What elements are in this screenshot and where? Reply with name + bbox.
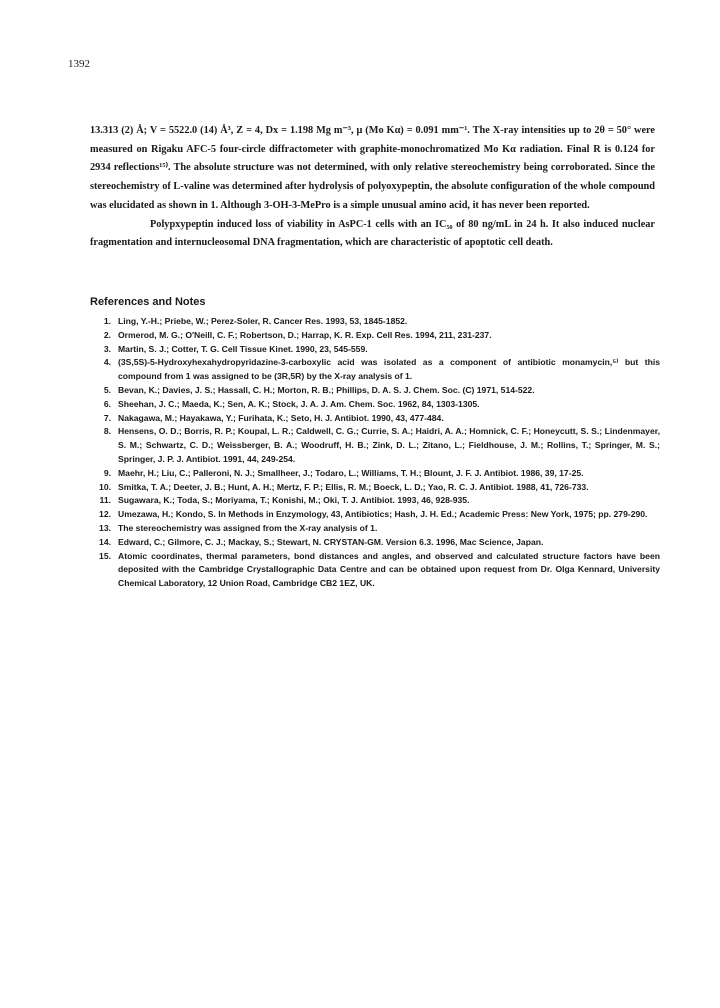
reference-number: 7. xyxy=(103,412,111,423)
reference-text: The stereochemistry was assigned from the X-ray analysis of 1. xyxy=(118,522,378,533)
reference-item xyxy=(90,384,660,398)
reference-item xyxy=(90,522,660,536)
body-text xyxy=(90,122,655,253)
reference-text: Atomic coordinates, thermal parameters, bond distances and angles, and observed and calculated structure factors have been deposited with the Cambridge Crystallographic Data Centre and can be obtained upon request from Dr. Olga Kennard, University Chemical Laboratory, 12 Union Road, Cambridge CB2 1EZ, UK. xyxy=(118,550,660,589)
reference-text: Martin, S. J.; Cotter, T. G. Cell Tissue Kinet. 1990, 23, 545-559. xyxy=(118,343,368,354)
reference-item xyxy=(90,398,660,412)
reference-item xyxy=(90,494,660,508)
reference-text: Ormerod, M. G.; O'Neill, C. F.; Robertson, D.; Harrap, K. R. Exp. Cell Res. 1994, 211, 231-237. xyxy=(118,329,492,340)
reference-item xyxy=(90,467,660,481)
reference-text: Sheehan, J. C.; Maeda, K.; Sen, A. K.; Stock, J. A. J. Am. Chem. Soc. 1962, 84, 1303-1305. xyxy=(118,398,480,409)
reference-item xyxy=(90,536,660,550)
reference-text: Edward, C.; Gilmore, C. J.; Mackay, S.; Stewart, N. CRYSTAN-GM. Version 6.3. 1996, Mac Science, Japan. xyxy=(118,536,544,547)
reference-number: 3. xyxy=(103,343,111,354)
reference-number: 2. xyxy=(103,329,111,340)
reference-text: Ling, Y.-H.; Priebe, W.; Perez-Soler, R. Cancer Res. 1993, 53, 1845-1852. xyxy=(118,316,408,326)
reference-item xyxy=(90,412,660,426)
page-number: 1392 xyxy=(68,58,90,70)
reference-number: 10. xyxy=(99,481,111,492)
reference-text: (3S,5S)-5-Hydroxyhexahydropyridazine-3-carboxylic acid was isolated as a component of antibiotic monamycin,⁵⁾ but this compound from 1 was assigned to be (3R,5R) by the X-ray analysis of 1. xyxy=(118,357,660,382)
reference-text: Hensens, O. D.; Borris, R. P.; Koupal, L. R.; Caldwell, C. G.; Currie, S. A.; Haidri, A. A.; Homnick, C. F.; Honeycutt, S. S.; Lindenmayer, S. M.; Schwartz, C. D.; Weissberger, B. A.; Woodruff, H. B.; Zink, D. L.; Zitano, L.; Fieldhouse, J. M.; Rollins, T.; Springer, M. S.; Springer, J. P. J. Antibiot. 1991, 44, 249-254. xyxy=(118,426,660,464)
reference-text: Umezawa, H.; Kondo, S. In Methods in Enzymology, 43, Antibiotics; Hash, J. H. Ed.; Academic Press: New York, 1975; pp. 279-290. xyxy=(118,509,648,520)
reference-number: 6. xyxy=(103,398,111,409)
paragraph-crystal-data: 13.313 (2) Å; V = 5522.0 (14) Å³, Z = 4, Dx = 1.198 Mg m⁻³, μ (Mo Kα) = 0.091 mm⁻¹. The X-ray intensities up to 2θ = 50° were measured on Rigaku AFC-5 four-circle diffractometer with graphite-monochromatized Mo Kα radiation. Final R is 0.124 for 2934 reflections¹⁵⁾. The absolute structure was not determined, with only relative stereochemistry being corroborated. Since the stereochemistry of L-valine was determined after hydrolysis of polyoxypeptin, the absolute configuration of the whole compound was elucidated as shown in 1. Although 3-OH-3-MePro is a simple unusual amino acid, it has never been reported. xyxy=(90,125,655,211)
references-heading: References and Notes xyxy=(90,296,206,308)
reference-text: Maehr, H.; Liu, C.; Palleroni, N. J.; Smallheer, J.; Todaro, L.; Williams, T. H.; Blount, J. F. J. Antibiot. 1986, 39, 17-25. xyxy=(118,467,584,478)
reference-item xyxy=(90,356,660,384)
reference-number: 9. xyxy=(103,467,111,478)
reference-number: 1. xyxy=(103,316,111,326)
reference-item xyxy=(90,550,660,591)
references-list xyxy=(90,315,660,591)
reference-text: Sugawara, K.; Toda, S.; Moriyama, T.; Konishi, M.; Oki, T. J. Antibiot. 1993, 46, 928-935. xyxy=(118,495,470,506)
reference-item xyxy=(90,425,660,466)
reference-number: 14. xyxy=(99,536,111,547)
reference-text: Smitka, T. A.; Deeter, J. B.; Hunt, A. H.; Mertz, F. P.; Ellis, R. M.; Boeck, L. D.; Yao, R. C. J. Antibiot. 1988, 41, 726-733. xyxy=(118,481,589,492)
reference-number: 8. xyxy=(103,426,111,437)
reference-item xyxy=(90,329,660,343)
reference-number: 13. xyxy=(99,522,111,533)
reference-number: 5. xyxy=(103,384,111,395)
paragraph-bioactivity: Polypxypeptin induced loss of viability in AsPC-1 cells with an IC₅₀ of 80 ng/mL in 24 h. It also induced nuclear fragmentation and internucleosomal DNA fragmentation, which are characteristic of apoptotic cell death. xyxy=(90,218,655,249)
reference-number: 12. xyxy=(99,509,111,520)
reference-text: Nakagawa, M.; Hayakawa, Y.; Furihata, K.; Seto, H. J. Antibiot. 1990, 43, 477-484. xyxy=(118,412,444,423)
reference-item xyxy=(90,315,660,329)
reference-item xyxy=(90,508,660,522)
reference-number: 11. xyxy=(99,495,111,506)
reference-text: Bevan, K.; Davies, J. S.; Hassall, C. H.; Morton, R. B.; Phillips, D. A. S. J. Chem. Soc. (C) 1971, 514-522. xyxy=(118,384,535,395)
reference-item xyxy=(90,343,660,357)
reference-number: 4. xyxy=(103,357,111,368)
reference-item xyxy=(90,481,660,495)
reference-number: 15. xyxy=(99,550,111,561)
